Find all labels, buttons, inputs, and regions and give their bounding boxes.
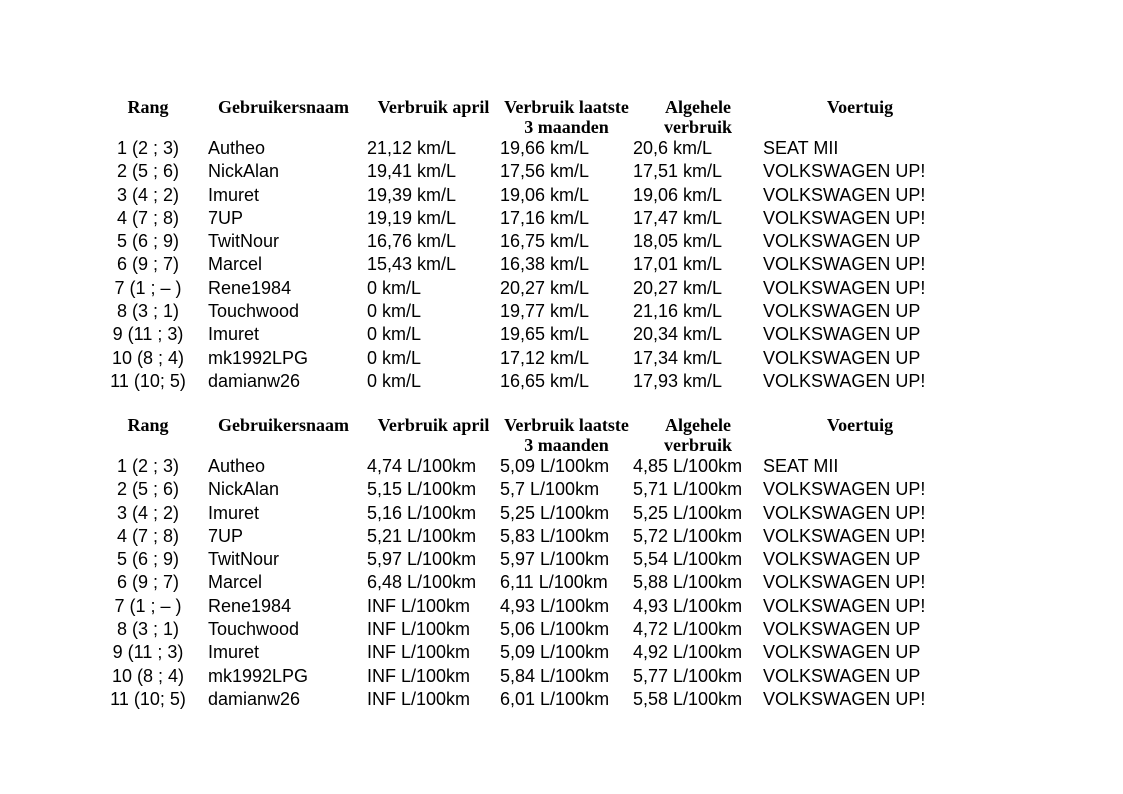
table-row	[96, 525, 957, 548]
table-cell: 17,51 km/L	[633, 161, 723, 182]
table-cell: 5,16 L/100km	[367, 502, 477, 523]
header-cell-gebruikersnaam	[200, 415, 367, 455]
table-cell: 3 (4 ; 2)	[116, 184, 180, 205]
table-cell: Imuret	[208, 642, 260, 663]
table-cell: 1 (2 ; 3)	[116, 138, 180, 158]
header-cell-verbruik-laatste-3-maanden	[500, 97, 633, 137]
header-cell-gebruikersnaam	[200, 97, 367, 137]
table-cell: VOLKSWAGEN UP!	[763, 688, 926, 709]
table-cell: VOLKSWAGEN UP	[763, 665, 921, 686]
table-cell: VOLKSWAGEN UP!	[763, 254, 926, 275]
table-cell: 17,56 km/L	[500, 161, 590, 182]
table-cell: SEAT MII	[763, 456, 839, 476]
table-cell: 4 (7 ; 8)	[116, 525, 180, 546]
table-cell: 0 km/L	[367, 277, 422, 298]
table-cell: VOLKSWAGEN UP!	[763, 184, 926, 205]
table-cell: 5,97 L/100km	[367, 549, 477, 570]
header-line-1: Voertuig	[826, 415, 894, 435]
header-cell-voertuig	[763, 97, 957, 137]
table-row	[96, 347, 957, 370]
table-cell: 6 (9 ; 7)	[116, 254, 180, 275]
table-cell: 3 (4 ; 2)	[116, 502, 180, 523]
table-row	[96, 665, 957, 688]
table-cell: 5,54 L/100km	[633, 549, 743, 570]
table-cell: 11 (10; 5)	[110, 688, 186, 709]
table-cell: 5,72 L/100km	[633, 525, 743, 546]
header-line-1: Voertuig	[826, 97, 894, 117]
table-cell: 4,92 L/100km	[633, 642, 743, 663]
table-row	[96, 548, 957, 571]
header-line-1: Verbruik april	[377, 415, 490, 435]
table-cell: damianw26	[208, 370, 301, 391]
header-cell-verbruik-april	[367, 97, 500, 137]
table-cell: 5,06 L/100km	[500, 619, 610, 640]
table-row	[96, 323, 957, 346]
header-cell-verbruik-april	[367, 415, 500, 455]
table-cell: 17,34 km/L	[633, 347, 723, 368]
table-cell: VOLKSWAGEN UP!	[763, 572, 926, 593]
table-cell: TwitNour	[208, 231, 280, 252]
table-row	[96, 455, 957, 478]
table-cell: VOLKSWAGEN UP	[763, 324, 921, 345]
table-cell: 0 km/L	[367, 324, 422, 345]
table-cell: 5,83 L/100km	[500, 525, 610, 546]
table-cell: 5,15 L/100km	[367, 479, 477, 500]
table-cell: VOLKSWAGEN UP	[763, 347, 921, 368]
table-cell: Rene1984	[208, 277, 292, 298]
table-cell: VOLKSWAGEN UP!	[763, 370, 926, 391]
table-cell: 17,01 km/L	[633, 254, 723, 275]
table-row	[96, 253, 957, 276]
table-cell: Autheo	[208, 456, 266, 476]
table-cell: 20,27 km/L	[633, 277, 723, 298]
table-row	[96, 277, 957, 300]
table-cell: VOLKSWAGEN UP	[763, 301, 921, 322]
table-cell: damianw26	[208, 688, 301, 709]
table-cell: 20,6 km/L	[633, 138, 713, 158]
table-cell: Autheo	[208, 138, 266, 158]
header-cell-algehele-verbruik	[633, 97, 763, 137]
header-line-2	[367, 435, 500, 455]
table-cell: 18,05 km/L	[633, 231, 723, 252]
table-cell: Rene1984	[208, 595, 292, 616]
header-cell-algehele-verbruik	[633, 415, 763, 455]
header-line-2: verbruik	[663, 117, 732, 137]
table-row	[96, 595, 957, 618]
table-cell: 5 (6 ; 9)	[116, 549, 180, 570]
header-line-2	[96, 117, 200, 137]
table-cell: 0 km/L	[367, 370, 422, 391]
table-cell: INF L/100km	[367, 688, 471, 709]
table-cell: 17,12 km/L	[500, 347, 590, 368]
table-cell: 11 (10; 5)	[110, 370, 186, 391]
table-cell: 17,16 km/L	[500, 207, 590, 228]
table-header	[96, 415, 957, 455]
table-cell: Touchwood	[208, 619, 300, 640]
table-cell: 5,84 L/100km	[500, 665, 610, 686]
header-cell-voertuig	[763, 415, 957, 455]
table-cell: 20,27 km/L	[500, 277, 590, 298]
table-cell: 7 (1 ; – )	[114, 277, 182, 298]
table-cell: VOLKSWAGEN UP!	[763, 161, 926, 182]
table-cell: 5,88 L/100km	[633, 572, 743, 593]
table-cell: 2 (5 ; 6)	[116, 161, 180, 182]
table-cell: 4,85 L/100km	[633, 456, 743, 476]
table-cell: 21,16 km/L	[633, 301, 723, 322]
table-cell: 19,19 km/L	[367, 207, 457, 228]
header-line-2	[763, 435, 957, 455]
table-cell: 19,66 km/L	[500, 138, 590, 158]
table-cell: 5,97 L/100km	[500, 549, 610, 570]
table-cell: 16,76 km/L	[367, 231, 457, 252]
table-row	[96, 184, 957, 207]
table-cell: 5 (6 ; 9)	[116, 231, 180, 252]
header-line-1: Rang	[127, 97, 169, 117]
fuel-table-liter-per-100km	[96, 415, 957, 711]
header-line-2	[200, 117, 367, 137]
table-cell: 19,06 km/L	[633, 184, 723, 205]
table-cell: 5,09 L/100km	[500, 642, 610, 663]
table-cell: TwitNour	[208, 549, 280, 570]
table-row	[96, 137, 957, 160]
table-cell: 5,77 L/100km	[633, 665, 743, 686]
header-line-1: Verbruik laatste	[504, 97, 629, 117]
table-cell: Marcel	[208, 254, 263, 275]
table-cell: 9 (11 ; 3)	[112, 324, 184, 345]
table-cell: mk1992LPG	[208, 347, 309, 368]
table-cell: 5,21 L/100km	[367, 525, 477, 546]
header-row	[96, 415, 957, 455]
table-row	[96, 207, 957, 230]
table-cell: 20,34 km/L	[633, 324, 723, 345]
table-cell: 9 (11 ; 3)	[112, 642, 184, 663]
table-cell: VOLKSWAGEN UP	[763, 619, 921, 640]
header-cell-rang	[96, 415, 200, 455]
table-body	[96, 137, 957, 393]
table-cell: 7UP	[208, 207, 244, 228]
table-cell: 19,65 km/L	[500, 324, 590, 345]
table-cell: 6,48 L/100km	[367, 572, 477, 593]
table-cell: Imuret	[208, 184, 260, 205]
table-cell: VOLKSWAGEN UP!	[763, 595, 926, 616]
table-cell: VOLKSWAGEN UP!	[763, 479, 926, 500]
table-cell: 16,38 km/L	[500, 254, 590, 275]
table-row	[96, 618, 957, 641]
header-line-1: Algehele	[665, 415, 731, 435]
table-cell: 7UP	[208, 525, 244, 546]
table-cell: Imuret	[208, 502, 260, 523]
table-cell: SEAT MII	[763, 138, 839, 158]
table-row	[96, 688, 957, 711]
table-cell: 4 (7 ; 8)	[116, 207, 180, 228]
table-cell: 2 (5 ; 6)	[116, 479, 180, 500]
table-cell: 8 (3 ; 1)	[116, 619, 180, 640]
table-cell: 16,65 km/L	[500, 370, 590, 391]
table-cell: 16,75 km/L	[500, 231, 590, 252]
table-cell: 5,25 L/100km	[633, 502, 743, 523]
header-line-1: Rang	[127, 415, 169, 435]
table-cell: 6 (9 ; 7)	[116, 572, 180, 593]
table-cell: 0 km/L	[367, 347, 422, 368]
table-cell: VOLKSWAGEN UP	[763, 231, 921, 252]
table-cell: Imuret	[208, 324, 260, 345]
ranking-table-liter-per-100km	[96, 415, 957, 711]
table-cell: 5,09 L/100km	[500, 456, 610, 476]
table-cell: NickAlan	[208, 479, 280, 500]
table-cell: 19,77 km/L	[500, 301, 590, 322]
table-cell: VOLKSWAGEN UP	[763, 549, 921, 570]
table-cell: 5,58 L/100km	[633, 688, 743, 709]
table-cell: INF L/100km	[367, 665, 471, 686]
table-cell: NickAlan	[208, 161, 280, 182]
table-row	[96, 478, 957, 501]
table-body	[96, 455, 957, 711]
table-cell: 4,72 L/100km	[633, 619, 743, 640]
table-cell: 4,93 L/100km	[500, 595, 610, 616]
table-row	[96, 370, 957, 393]
table-cell: VOLKSWAGEN UP!	[763, 277, 926, 298]
table-cell: 17,93 km/L	[633, 370, 723, 391]
table-cell: 6,01 L/100km	[500, 688, 610, 709]
table-cell: mk1992LPG	[208, 665, 309, 686]
table-cell: 4,93 L/100km	[633, 595, 743, 616]
table-row	[96, 502, 957, 525]
header-line-2	[96, 435, 200, 455]
header-line-2	[367, 117, 500, 137]
table-cell: 5,25 L/100km	[500, 502, 610, 523]
header-row	[96, 97, 957, 137]
table-cell: VOLKSWAGEN UP!	[763, 502, 926, 523]
table-cell: 10 (8 ; 4)	[111, 347, 185, 368]
table-cell: VOLKSWAGEN UP!	[763, 207, 926, 228]
table-cell: 6,11 L/100km	[500, 572, 608, 593]
table-row	[96, 571, 957, 594]
header-line-2	[200, 435, 367, 455]
table-row	[96, 230, 957, 253]
header-line-2: 3 maanden	[524, 435, 609, 455]
header-cell-verbruik-laatste-3-maanden	[500, 415, 633, 455]
table-cell: Marcel	[208, 572, 263, 593]
table-cell: VOLKSWAGEN UP	[763, 642, 921, 663]
table-cell: 5,7 L/100km	[500, 479, 600, 500]
table-cell: 21,12 km/L	[367, 138, 457, 158]
header-line-2: 3 maanden	[524, 117, 609, 137]
header-line-2	[763, 117, 957, 137]
table-cell: 5,71 L/100km	[633, 479, 743, 500]
table-cell: Touchwood	[208, 301, 300, 322]
table-cell: INF L/100km	[367, 619, 471, 640]
table-cell: INF L/100km	[367, 595, 471, 616]
table-cell: 4,74 L/100km	[367, 456, 477, 476]
table-cell: 8 (3 ; 1)	[116, 301, 180, 322]
header-line-1: Gebruikersnaam	[217, 97, 349, 117]
table-header	[96, 97, 957, 137]
header-line-1: Verbruik april	[377, 97, 490, 117]
ranking-table-km-per-liter	[96, 97, 957, 393]
table-cell: INF L/100km	[367, 642, 471, 663]
table-cell: 15,43 km/L	[367, 254, 457, 275]
table-cell: 0 km/L	[367, 301, 422, 322]
header-line-2: verbruik	[663, 435, 732, 455]
table-cell: 17,47 km/L	[633, 207, 723, 228]
table-row	[96, 641, 957, 664]
header-line-1: Gebruikersnaam	[217, 415, 349, 435]
header-line-1: Verbruik laatste	[504, 415, 629, 435]
table-cell: 19,06 km/L	[500, 184, 590, 205]
table-cell: 7 (1 ; – )	[114, 595, 182, 616]
header-line-1: Algehele	[665, 97, 731, 117]
table-row	[96, 160, 957, 183]
header-cell-rang	[96, 97, 200, 137]
fuel-table-km-per-liter	[96, 97, 957, 393]
table-cell: 1 (2 ; 3)	[116, 456, 180, 476]
table-row	[96, 300, 957, 323]
table-cell: VOLKSWAGEN UP!	[763, 525, 926, 546]
table-cell: 19,41 km/L	[367, 161, 457, 182]
table-cell: 10 (8 ; 4)	[111, 665, 185, 686]
table-cell: 19,39 km/L	[367, 184, 457, 205]
